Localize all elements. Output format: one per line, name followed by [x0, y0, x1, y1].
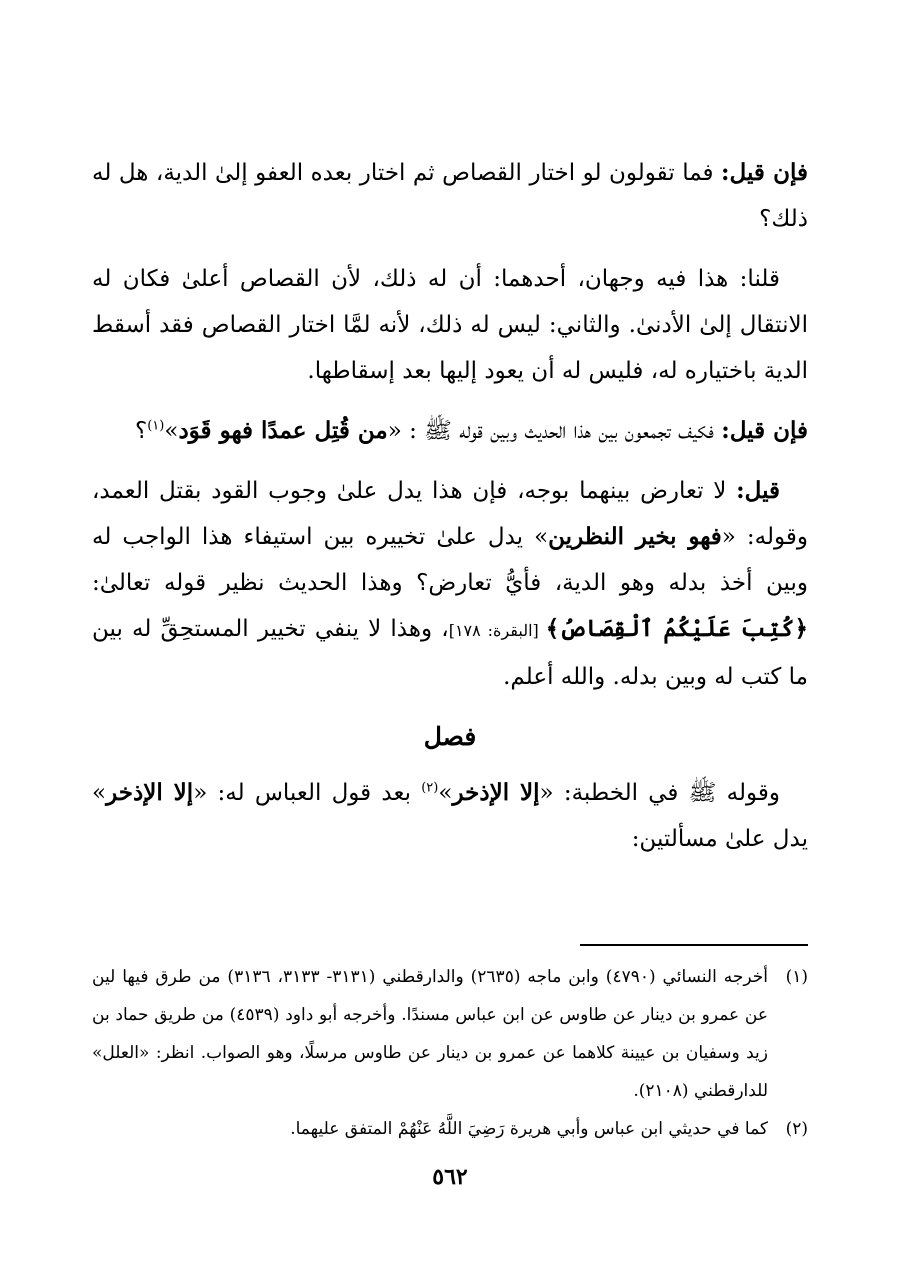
footnote-number: (٢) [785, 1119, 808, 1139]
paragraph-question-2 [92, 408, 808, 454]
page-body [92, 150, 808, 876]
footnotes [92, 958, 808, 1148]
footnote-ref-2[interactable]: (٢) [421, 780, 439, 796]
paragraph-section-intro [92, 770, 808, 862]
paragraph-text: ، وهذا لا ينفي تخيير المستحِقِّ له بين ما كتب له وبين بدله. والله أعلم. [92, 616, 808, 690]
quran-verse: كُتِبَ عَلَيْكُمُ ٱلْقِصَاصُ [559, 615, 795, 642]
footnote-number: (١) [785, 967, 808, 987]
paragraph-text: وقوله ﷺ في الخطبة: « [539, 780, 780, 806]
paragraph-answer-2 [92, 468, 808, 700]
quran-open-bracket: ﴿ [794, 615, 809, 642]
quran-close-bracket: ﴾ [545, 615, 560, 642]
paragraph-text: قلنا: هذا فيه وجهان، أحدهما: أن له ذلك، لأن القصاص أعلىٰ فكان له الانتقال إلىٰ الأدنىٰ. والثاني: ليس له ذلك، لأنه لمَّا اختار القصاص فقد أسقط الدية باختياره له، فليس له أن يعود إليها بعد إسقاطها. [92, 266, 808, 384]
footnote-text: كما في حديثي ابن عباس وأبي هريرة رَضِيَ اللَّهُ عَنْهُمْ المتفق عليهما. [290, 1119, 768, 1139]
paragraph-text: فما تقولون لو اختار القصاص ثم اختار بعده العفو إلىٰ الدية، هل له ذلك؟ [92, 160, 808, 232]
page-number: ٥٦٢ [432, 1164, 468, 1190]
paragraph-text: » يدل علىٰ مسألتين: [92, 780, 808, 852]
quote-close: » [438, 780, 453, 806]
paragraph-answer-1 [92, 256, 808, 394]
paragraph-text: فكيف تجمعون بين هذا الحديث وبين قوله ﷺ : « [387, 418, 722, 444]
section-title: فصل [423, 722, 477, 751]
footnote-divider [580, 944, 808, 946]
question-lead: فإن قيل: [721, 417, 808, 444]
hadith-quote: من قُتِل عمدًا فهو قَوَد [178, 417, 388, 444]
quote-close: » [164, 418, 179, 444]
hadith-quote: إلا الإذخر [106, 779, 194, 806]
hadith-quote: إلا الإذخر [452, 779, 540, 806]
verse-citation: [البقرة: ١٧٨] [448, 621, 546, 640]
question-lead: فإن قيل: [721, 159, 808, 186]
paragraph-text: بعد قول العباس له: « [193, 780, 422, 806]
paragraph-question-1 [92, 150, 808, 242]
paragraph-text: » يدل علىٰ تخييره بين استيفاء هذا الواجب له وبين أخذ بدله وهو الدية، فأيُّ تعارض؟ وهذا الحديث نظير قوله تعالىٰ: [92, 524, 808, 596]
footnote-item [92, 1110, 808, 1148]
footnote-item [92, 958, 808, 1110]
footnote-ref-1[interactable]: (١) [147, 418, 165, 434]
hadith-quote: فهو بخير النظرين [548, 523, 722, 550]
paragraph-text: لا تعارض بينهما بوجه، فإن هذا يدل علىٰ وجوب القود بقتل العمد، وقوله: « [92, 478, 808, 550]
question-mark: ؟ [135, 418, 148, 444]
answer-lead: قيل: [736, 477, 780, 504]
footnote-text: أخرجه النسائي (٤٧٩٠) وابن ماجه (٢٦٣٥) والدارقطني (٣١٣١- ٣١٣٣، ٣١٣٦) من طرق فيها لين عن عمرو بن دينار عن طاوس عن ابن عباس مسندًا. وأخرجه أبو داود (٤٥٣٩) من طريق حماد بن زيد وسفيان بن عيينة كلاهما عن عمرو بن دينار عن طاوس مرسلًا، وهو الصواب. انظر: «العلل» للدارقطني (٢١٠٨). [92, 967, 769, 1101]
